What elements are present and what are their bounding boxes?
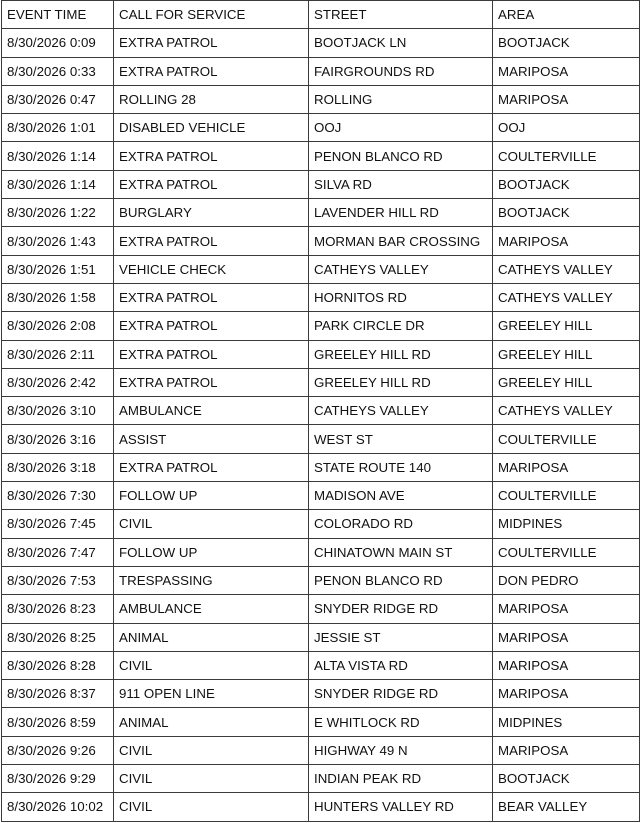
table-row bbox=[2, 736, 640, 764]
table-row bbox=[2, 708, 640, 736]
table-row bbox=[2, 651, 640, 679]
call-for-service-cell: ANIMAL bbox=[114, 623, 309, 651]
call-for-service-cell: VEHICLE CHECK bbox=[114, 255, 309, 283]
street-cell: PARK CIRCLE DR bbox=[309, 312, 493, 340]
area-cell: CATHEYS VALLEY bbox=[493, 255, 640, 283]
table-row bbox=[2, 312, 640, 340]
area-cell: OOJ bbox=[493, 114, 640, 142]
table-row bbox=[2, 595, 640, 623]
area-cell: MARIPOSA bbox=[493, 595, 640, 623]
table-header bbox=[2, 1, 640, 29]
call-for-service-cell: EXTRA PATROL bbox=[114, 142, 309, 170]
table-row bbox=[2, 510, 640, 538]
street-cell: E WHITLOCK RD bbox=[309, 708, 493, 736]
call-for-service-cell: EXTRA PATROL bbox=[114, 29, 309, 57]
table-row bbox=[2, 623, 640, 651]
event-time-cell: 8/30/2026 0:47 bbox=[2, 85, 114, 113]
header-row bbox=[2, 1, 640, 29]
call-log-table bbox=[1, 0, 640, 822]
street-cell: CATHEYS VALLEY bbox=[309, 397, 493, 425]
call-for-service-cell: EXTRA PATROL bbox=[114, 283, 309, 311]
call-for-service-cell: CIVIL bbox=[114, 651, 309, 679]
call-for-service-cell: EXTRA PATROL bbox=[114, 57, 309, 85]
table-row bbox=[2, 482, 640, 510]
event-time-cell: 8/30/2026 8:23 bbox=[2, 595, 114, 623]
area-cell: BOOTJACK bbox=[493, 199, 640, 227]
area-cell: MARIPOSA bbox=[493, 736, 640, 764]
event-time-cell: 8/30/2026 0:33 bbox=[2, 57, 114, 85]
call-for-service-cell: DISABLED VEHICLE bbox=[114, 114, 309, 142]
call-for-service-cell: FOLLOW UP bbox=[114, 482, 309, 510]
area-cell: MIDPINES bbox=[493, 510, 640, 538]
street-cell: CHINATOWN MAIN ST bbox=[309, 538, 493, 566]
call-for-service-cell: ROLLING 28 bbox=[114, 85, 309, 113]
area-cell: GREELEY HILL bbox=[493, 312, 640, 340]
event-time-cell: 8/30/2026 3:10 bbox=[2, 397, 114, 425]
street-cell: GREELEY HILL RD bbox=[309, 340, 493, 368]
street-cell: LAVENDER HILL RD bbox=[309, 199, 493, 227]
call-for-service-cell: CIVIL bbox=[114, 736, 309, 764]
call-for-service-cell: AMBULANCE bbox=[114, 595, 309, 623]
call-for-service-cell: ANIMAL bbox=[114, 708, 309, 736]
area-cell: BEAR VALLEY bbox=[493, 793, 640, 821]
event-time-cell: 8/30/2026 1:58 bbox=[2, 283, 114, 311]
area-cell: DON PEDRO bbox=[493, 566, 640, 594]
table-row bbox=[2, 142, 640, 170]
area-cell: MARIPOSA bbox=[493, 85, 640, 113]
header-street: STREET bbox=[309, 1, 493, 29]
call-for-service-cell: EXTRA PATROL bbox=[114, 312, 309, 340]
area-cell: BOOTJACK bbox=[493, 170, 640, 198]
area-cell: COULTERVILLE bbox=[493, 482, 640, 510]
street-cell: SNYDER RIDGE RD bbox=[309, 680, 493, 708]
event-time-cell: 8/30/2026 3:18 bbox=[2, 453, 114, 481]
event-time-cell: 8/30/2026 2:08 bbox=[2, 312, 114, 340]
area-cell: COULTERVILLE bbox=[493, 425, 640, 453]
area-cell: MARIPOSA bbox=[493, 623, 640, 651]
area-cell: CATHEYS VALLEY bbox=[493, 283, 640, 311]
street-cell: HORNITOS RD bbox=[309, 283, 493, 311]
table-row bbox=[2, 793, 640, 821]
street-cell: STATE ROUTE 140 bbox=[309, 453, 493, 481]
call-for-service-cell: EXTRA PATROL bbox=[114, 453, 309, 481]
event-time-cell: 8/30/2026 2:42 bbox=[2, 368, 114, 396]
event-time-cell: 8/30/2026 7:30 bbox=[2, 482, 114, 510]
street-cell: SILVA RD bbox=[309, 170, 493, 198]
street-cell: PENON BLANCO RD bbox=[309, 142, 493, 170]
table-body bbox=[2, 29, 640, 821]
area-cell: GREELEY HILL bbox=[493, 340, 640, 368]
street-cell: ROLLING bbox=[309, 85, 493, 113]
event-time-cell: 8/30/2026 8:28 bbox=[2, 651, 114, 679]
table-row bbox=[2, 368, 640, 396]
event-time-cell: 8/30/2026 1:51 bbox=[2, 255, 114, 283]
call-for-service-cell: EXTRA PATROL bbox=[114, 368, 309, 396]
street-cell: HIGHWAY 49 N bbox=[309, 736, 493, 764]
header-event-time: EVENT TIME bbox=[2, 1, 114, 29]
call-for-service-cell: CIVIL bbox=[114, 510, 309, 538]
table-row bbox=[2, 566, 640, 594]
area-cell: MIDPINES bbox=[493, 708, 640, 736]
table-row bbox=[2, 114, 640, 142]
area-cell: COULTERVILLE bbox=[493, 142, 640, 170]
area-cell: MARIPOSA bbox=[493, 453, 640, 481]
event-time-cell: 8/30/2026 7:45 bbox=[2, 510, 114, 538]
table-row bbox=[2, 397, 640, 425]
area-cell: MARIPOSA bbox=[493, 651, 640, 679]
area-cell: CATHEYS VALLEY bbox=[493, 397, 640, 425]
street-cell: ALTA VISTA RD bbox=[309, 651, 493, 679]
table-row bbox=[2, 340, 640, 368]
call-for-service-cell: BURGLARY bbox=[114, 199, 309, 227]
event-time-cell: 8/30/2026 8:59 bbox=[2, 708, 114, 736]
table-row bbox=[2, 227, 640, 255]
street-cell: GREELEY HILL RD bbox=[309, 368, 493, 396]
call-for-service-cell: EXTRA PATROL bbox=[114, 340, 309, 368]
street-cell: PENON BLANCO RD bbox=[309, 566, 493, 594]
event-time-cell: 8/30/2026 8:25 bbox=[2, 623, 114, 651]
table-row bbox=[2, 453, 640, 481]
street-cell: WEST ST bbox=[309, 425, 493, 453]
area-cell: MARIPOSA bbox=[493, 227, 640, 255]
table-row bbox=[2, 57, 640, 85]
street-cell: INDIAN PEAK RD bbox=[309, 765, 493, 793]
table-row bbox=[2, 199, 640, 227]
event-time-cell: 8/30/2026 1:43 bbox=[2, 227, 114, 255]
call-for-service-cell: 911 OPEN LINE bbox=[114, 680, 309, 708]
table-row bbox=[2, 538, 640, 566]
event-time-cell: 8/30/2026 9:26 bbox=[2, 736, 114, 764]
street-cell: BOOTJACK LN bbox=[309, 29, 493, 57]
table-row bbox=[2, 170, 640, 198]
call-for-service-cell: FOLLOW UP bbox=[114, 538, 309, 566]
event-time-cell: 8/30/2026 2:11 bbox=[2, 340, 114, 368]
street-cell: SNYDER RIDGE RD bbox=[309, 595, 493, 623]
area-cell: BOOTJACK bbox=[493, 29, 640, 57]
event-time-cell: 8/30/2026 7:47 bbox=[2, 538, 114, 566]
table-row bbox=[2, 283, 640, 311]
call-for-service-cell: CIVIL bbox=[114, 793, 309, 821]
area-cell: COULTERVILLE bbox=[493, 538, 640, 566]
event-time-cell: 8/30/2026 8:37 bbox=[2, 680, 114, 708]
header-area: AREA bbox=[493, 1, 640, 29]
header-call-for-service: CALL FOR SERVICE bbox=[114, 1, 309, 29]
table-row bbox=[2, 425, 640, 453]
table-row bbox=[2, 29, 640, 57]
street-cell: JESSIE ST bbox=[309, 623, 493, 651]
street-cell: COLORADO RD bbox=[309, 510, 493, 538]
event-time-cell: 8/30/2026 1:14 bbox=[2, 170, 114, 198]
street-cell: FAIRGROUNDS RD bbox=[309, 57, 493, 85]
street-cell: OOJ bbox=[309, 114, 493, 142]
street-cell: HUNTERS VALLEY RD bbox=[309, 793, 493, 821]
street-cell: MADISON AVE bbox=[309, 482, 493, 510]
call-for-service-cell: EXTRA PATROL bbox=[114, 170, 309, 198]
table-row bbox=[2, 765, 640, 793]
event-time-cell: 8/30/2026 0:09 bbox=[2, 29, 114, 57]
event-time-cell: 8/30/2026 1:14 bbox=[2, 142, 114, 170]
call-for-service-cell: EXTRA PATROL bbox=[114, 227, 309, 255]
table-row bbox=[2, 680, 640, 708]
event-time-cell: 8/30/2026 9:29 bbox=[2, 765, 114, 793]
street-cell: MORMAN BAR CROSSING bbox=[309, 227, 493, 255]
area-cell: MARIPOSA bbox=[493, 680, 640, 708]
call-for-service-cell: CIVIL bbox=[114, 765, 309, 793]
event-time-cell: 8/30/2026 1:01 bbox=[2, 114, 114, 142]
event-time-cell: 8/30/2026 1:22 bbox=[2, 199, 114, 227]
table-row bbox=[2, 255, 640, 283]
call-for-service-cell: TRESPASSING bbox=[114, 566, 309, 594]
area-cell: BOOTJACK bbox=[493, 765, 640, 793]
street-cell: CATHEYS VALLEY bbox=[309, 255, 493, 283]
area-cell: MARIPOSA bbox=[493, 57, 640, 85]
table-row bbox=[2, 85, 640, 113]
event-time-cell: 8/30/2026 3:16 bbox=[2, 425, 114, 453]
event-time-cell: 8/30/2026 7:53 bbox=[2, 566, 114, 594]
call-for-service-cell: AMBULANCE bbox=[114, 397, 309, 425]
event-time-cell: 8/30/2026 10:02 bbox=[2, 793, 114, 821]
call-for-service-cell: ASSIST bbox=[114, 425, 309, 453]
area-cell: GREELEY HILL bbox=[493, 368, 640, 396]
